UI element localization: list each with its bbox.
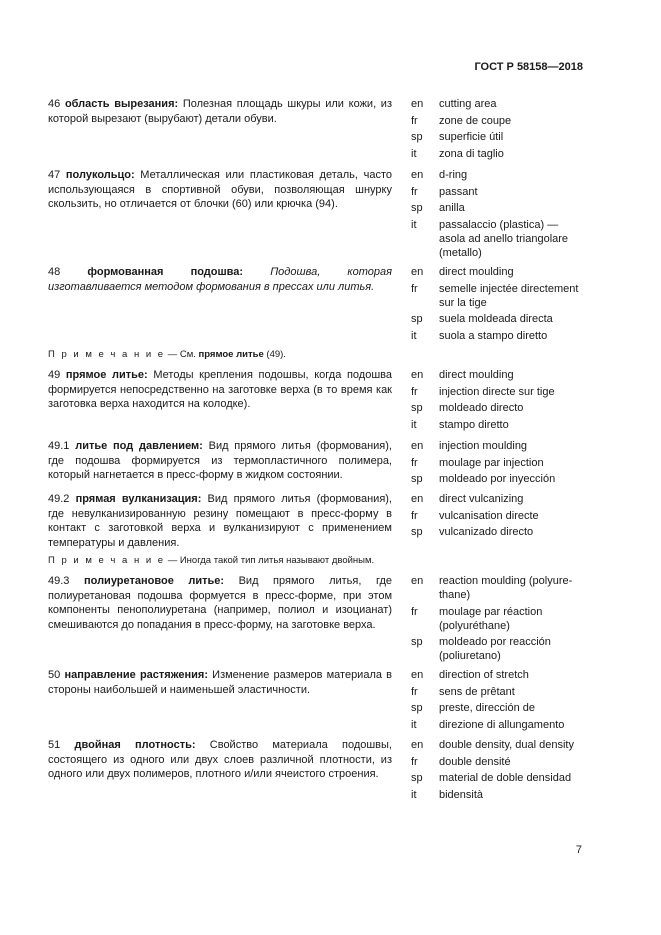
translations-46: en cutting area fr zone de coupe sp superficie útil it zona di taglio <box>411 98 512 160</box>
note-double-casting: П р и м е ч а н и е — Иногда такой тип литья называют двойным. <box>48 555 375 566</box>
term-entry-49-2: 49.2 прямая вулканизация: Вид прямого литья (формования), где невулканизированную резину помещают в пресс-форму в контакт с заготовкой верха и вулканизируют с применением температуры и давления. <box>48 493 392 549</box>
term-entry-51: 51 двойная плотность: Свойство материала подошвы, состоящего из одного или двух слоев различной плотности, из одного или двух полимеров, плотного и/или ячеистого строения. <box>48 739 392 780</box>
page-number: 7 <box>575 844 582 856</box>
translations-50: en direction of stretch fr sens de prêtant sp preste, dirección de it direzione di allungamento <box>411 669 565 731</box>
translations-49-2: en direct vulcanizing fr vulcanisation directe sp vulcanizado directo <box>411 493 539 538</box>
term-entry-49-1: 49.1 литье под давлением: Вид прямого литья (формования), где подошва формируется из термопластичного полимера, который нагнетается в пресс-форму в жидком состоянии. <box>48 440 392 481</box>
translations-49-3: en reaction moulding (polyure-thane) fr moulage par réaction (polyuréthane) sp moldeado por reacción (poliuretano) <box>411 575 573 662</box>
translations-47: en d-ring fr passant sp anilla it passalaccio (plastica) — asola ad anello triangolare (metallo) <box>411 169 569 259</box>
translations-51: en double density, dual density fr double densité sp material de doble densidad it bidensità <box>411 739 574 801</box>
term-entry-49-3: 49.3 полиуретановое литье: Вид прямого литья, где полиуретановая подошва формуется в пресс-форме, при этом компоненты пенополиуретана (например, полиол и изоцианат) смешиваются до попадания в пресс-форму, на заготовке верха. <box>48 575 393 631</box>
term-entry-50: 50 направление растяжения: Изменение размеров материала в стороны наибольшей и наименьшей эластичности. <box>48 669 393 696</box>
document-standard-header: ГОСТ Р 58158—2018 <box>474 61 583 73</box>
term-entry-48: 48 формованная подошва: Подошва, которая изготавливается методом формования в прессах или литья. <box>48 266 392 293</box>
translations-49-1: en injection moulding fr moulage par injection sp moldeado por inyección <box>411 440 556 485</box>
term-entry-46: 46 область вырезания: Полезная площадь шкуры или кожи, из которой вырезают (вырубают) детали обуви. <box>48 98 392 125</box>
term-entry-49: 49 прямое литье: Методы крепления подошвы, когда подошва формируется непосредственно на заготовке верха (в то время как заготовка верха находится на колодке). <box>48 369 392 410</box>
term-entry-47: 47 полукольцо: Металлическая или пластиковая деталь, часто использующаяся в спортивной обуви, позволяющая шнурку скользить, но отличается от блочки (60) или крючка (94). <box>48 169 392 210</box>
translations-49: en direct moulding fr injection directe sur tige sp moldeado directo it stampo diretto <box>411 369 555 431</box>
note-see-direct-moulding: П р и м е ч а н и е — См. прямое литье (49). <box>48 349 286 360</box>
translations-48: en direct moulding fr semelle injectée directement sur la tige sp suela moldeada directa it suola a stampo diretto <box>411 266 579 342</box>
